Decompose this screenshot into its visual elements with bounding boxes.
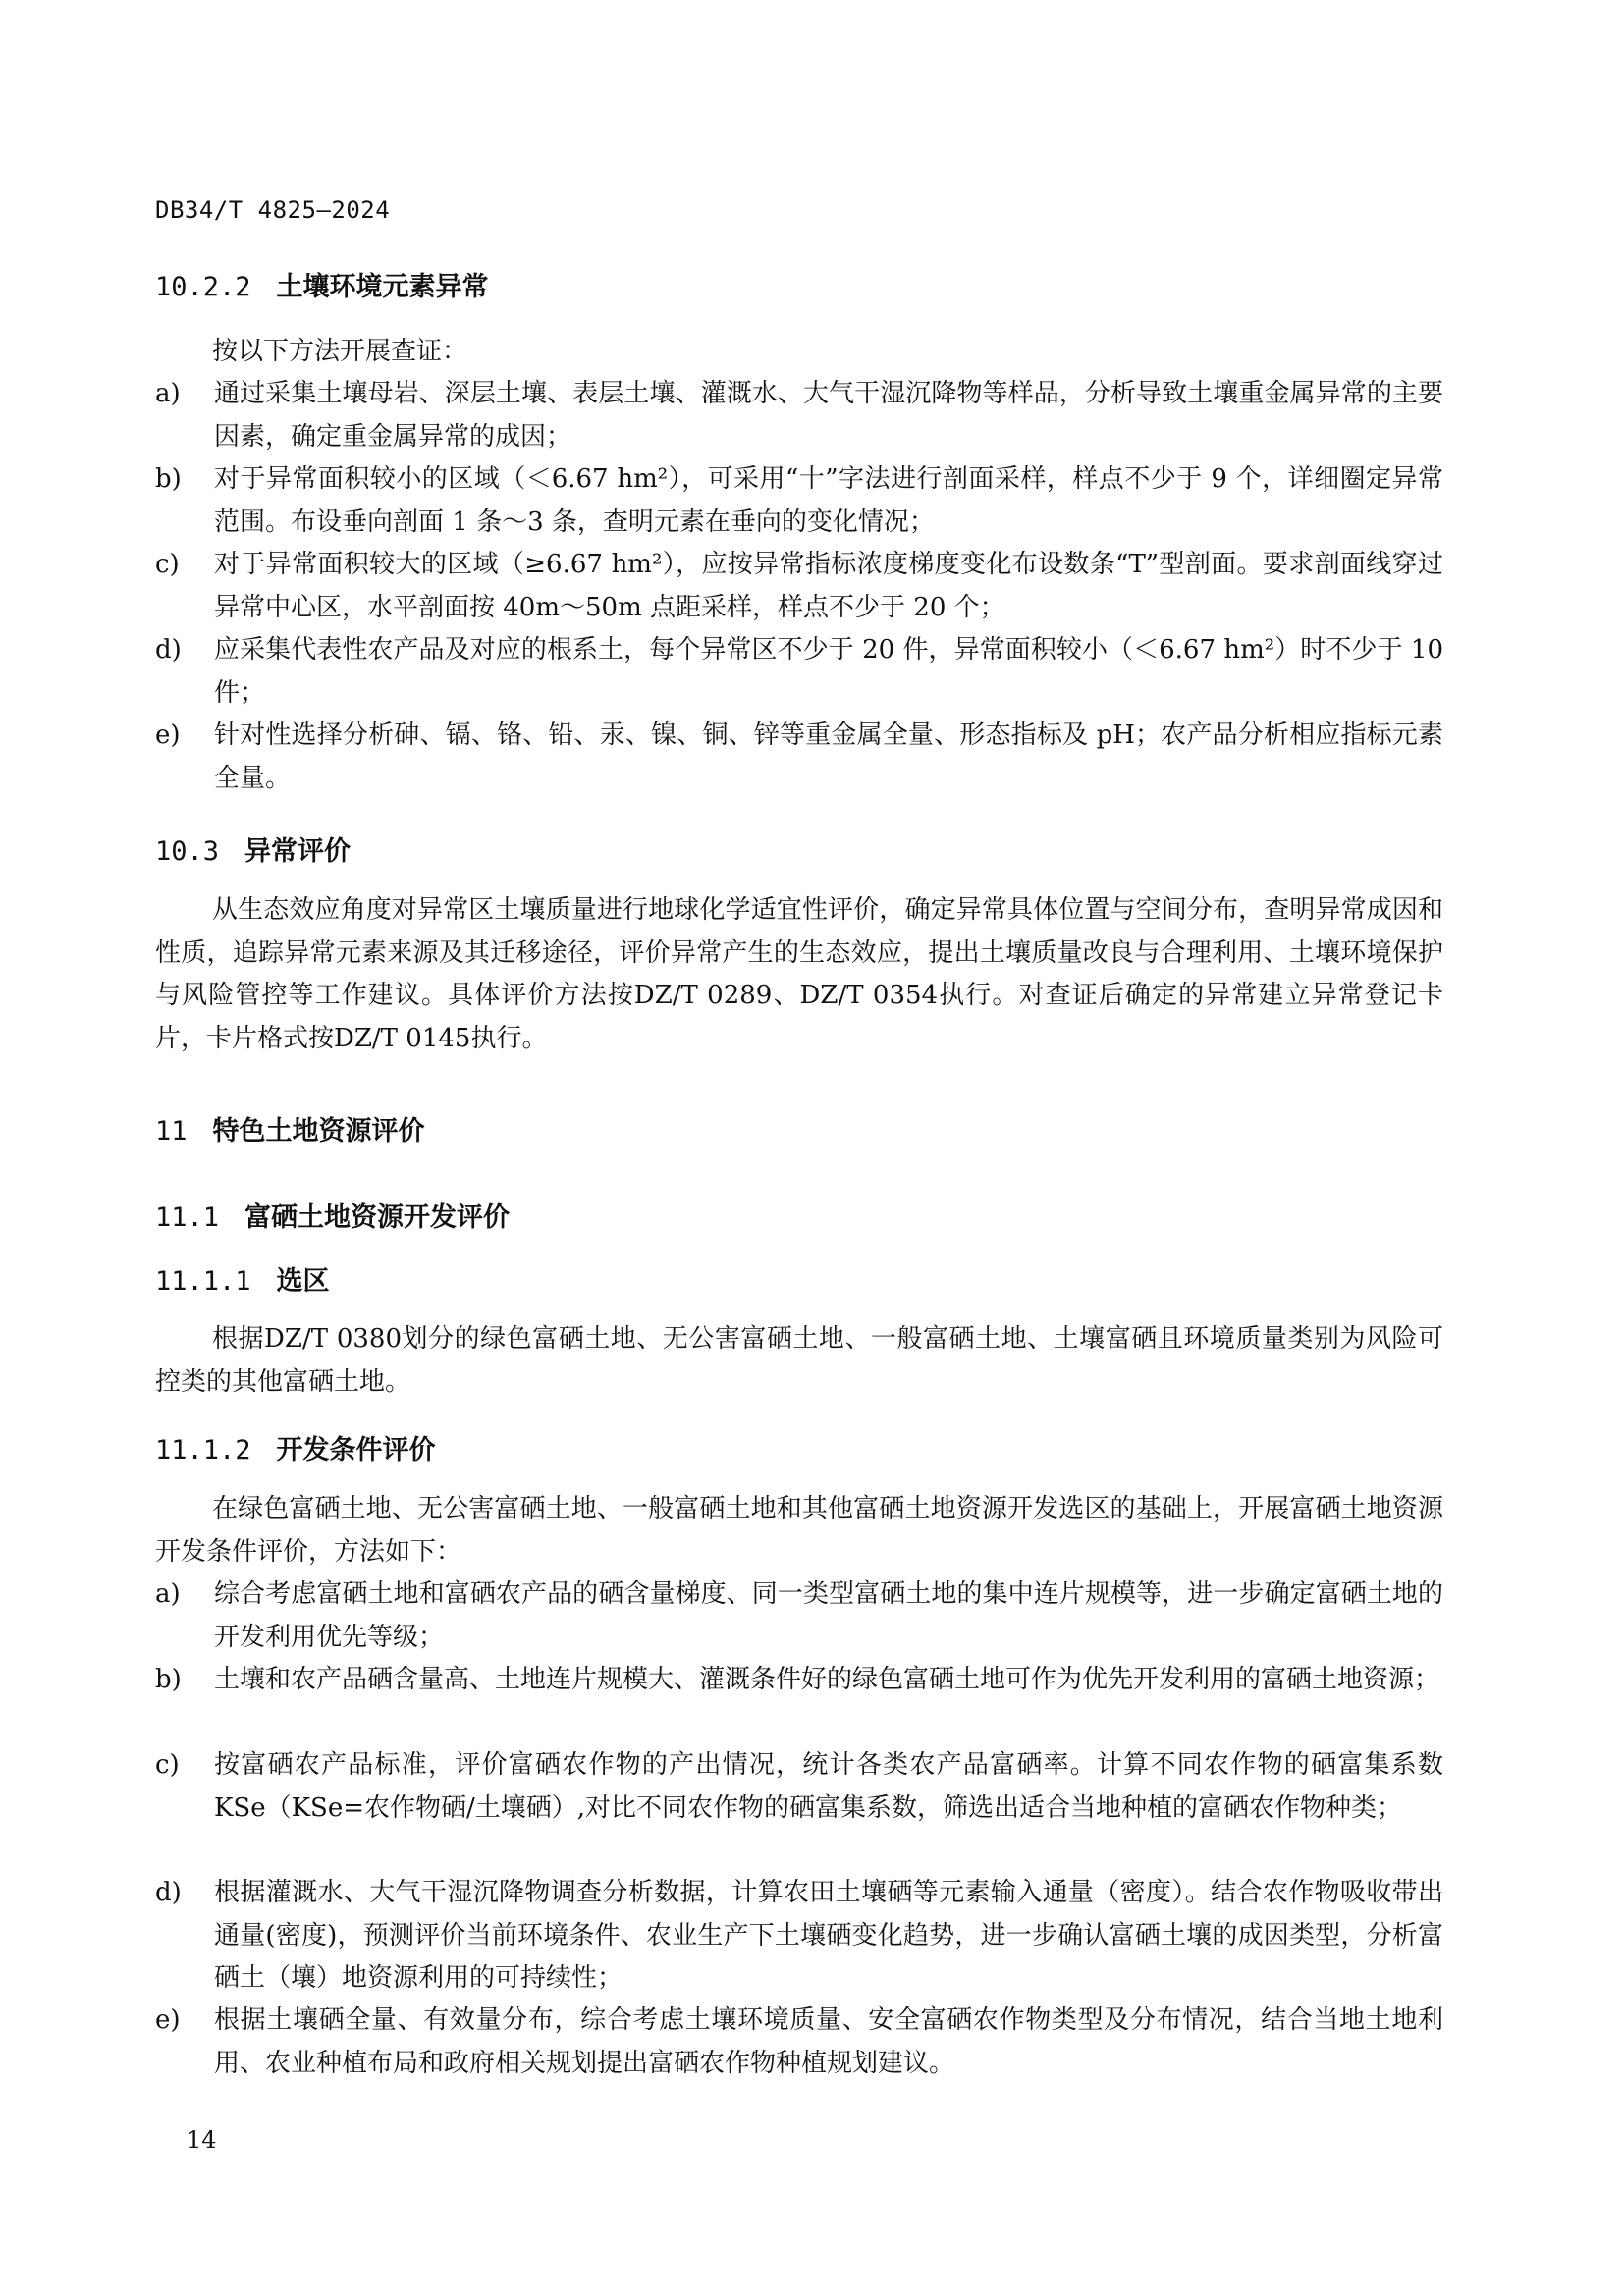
list-marker: b) [155, 464, 182, 494]
list-item [155, 1659, 1443, 1702]
section-title: 特色土地资源评价 [212, 1116, 425, 1147]
paragraph-intro: 在绿色富硒土地、无公害富硒土地、一般富硒土地和其他富硒土地资源开发选区的基础上，开展富硒土地资源开发条件评价，方法如下： [155, 1494, 1443, 1567]
paragraph-intro: 按以下方法开展查证： [212, 337, 468, 366]
list-marker: c) [155, 1750, 180, 1780]
list-item-text: 根据土壤硒全量、有效量分布，综合考虑土壤环境质量、安全富硒农作物类型及分布情况，结合当地土地利用、农业种植布局和政府相关规划提出富硒农作物种植规划建议。 [214, 2005, 1443, 2078]
list-marker: b) [155, 1665, 182, 1694]
list-marker: a) [155, 1579, 181, 1609]
section-number: 11.1.1 [155, 1266, 251, 1297]
list-item-text: 应采集代表性农产品及对应的根系土，每个异常区不少于 20 件，异常面积较小（＜6.67 hm²）时不少于 10 件； [214, 635, 1443, 708]
list-marker: a) [155, 379, 181, 408]
list-item [155, 373, 1443, 458]
list-item-text: 土壤和农产品硒含量高、土地连片规模大、灌溉条件好的绿色富硒土地可作为优先开发利用的富硒土地资源； [214, 1665, 1440, 1694]
section-number: 11.1.2 [155, 1435, 251, 1466]
list-item-text: 通过采集土壤母岩、深层土壤、表层土壤、灌溉水、大气干湿沉降物等样品，分析导致土壤重金属异常的主要因素，确定重金属异常的成因； [214, 379, 1443, 452]
list-item-text: 根据灌溉水、大气干湿沉降物调查分析数据，计算农田土壤硒等元素输入通量（密度）。结合农作物吸收带出通量(密度)，预测评价当前环境条件、农业生产下土壤硒变化趋势，进一步确认富硒土壤的成因类型，分析富硒土（壤）地资源利用的可持续性； [214, 1878, 1443, 1993]
section-heading-11-1 [155, 1196, 510, 1234]
list-item-text: 对于异常面积较大的区域（≥6.67 hm²），应按异常指标浓度梯度变化布设数条“T”型剖面。要求剖面线穿过异常中心区，水平剖面按 40m～50m 点距采样，样点不少于 20 个； [214, 550, 1443, 622]
list-item [155, 715, 1443, 800]
paragraph-anomaly-evaluation: 从生态效应角度对异常区土壤质量进行地球化学适宜性评价，确定异常具体位置与空间分布，查明异常成因和性质，追踪异常元素来源及其迁移途径，评价异常产生的生态效应，提出土壤质量改良与合理利用、土壤环境保护与风险管控等工作建议。具体评价方法按DZ/T 0289、DZ/T 0354执行。对查证后确定的异常建立异常登记卡片，卡片格式按DZ/T 0145执行。 [155, 895, 1443, 1053]
list-item-text: 对于异常面积较小的区域（＜6.67 hm²），可采用“十”字法进行剖面采样，样点不少于 9 个，详细圈定异常范围。布设垂向剖面 1 条～3 条，查明元素在垂向的变化情况； [214, 464, 1443, 537]
list-item [155, 1744, 1443, 1830]
section-heading-10-3 [155, 829, 351, 868]
list-item [155, 544, 1443, 629]
list-item [155, 1872, 1443, 2001]
paragraph-selection: 根据DZ/T 0380划分的绿色富硒土地、无公害富硒土地、一般富硒土地、土壤富硒且环境质量类别为风险可控类的其他富硒土地。 [155, 1324, 1443, 1397]
list-marker: c) [155, 550, 180, 579]
list-marker: d) [155, 635, 182, 665]
list-marker: e) [155, 721, 181, 750]
list-item-text: 针对性选择分析砷、镉、铬、铅、汞、镍、铜、锌等重金属全量、形态指标及 pH；农产品分析相应指标元素全量。 [214, 721, 1443, 793]
section-heading-10-2-2 [155, 265, 489, 303]
section-title: 异常评价 [244, 836, 352, 867]
section-title: 选区 [276, 1266, 330, 1297]
list-item-text: 综合考虑富硒土地和富硒农产品的硒含量梯度、同一类型富硒土地的集中连片规模等，进一步确定富硒土地的开发利用优先等级； [214, 1579, 1443, 1652]
list-marker: d) [155, 1878, 182, 1907]
section-title: 开发条件评价 [276, 1435, 436, 1466]
list-item [155, 1574, 1443, 1659]
section-number: 10.3 [155, 836, 220, 867]
document-code: DB34/T 4825—2024 [155, 196, 391, 224]
section-heading-11-1-1 [155, 1259, 330, 1298]
section-number: 10.2.2 [155, 272, 251, 302]
list-item-text: 按富硒农产品标准，评价富硒农作物的产出情况，统计各类农产品富硒率。计算不同农作物的硒富集系数 KSe（KSe=农作物硒/土壤硒）,对比不同农作物的硒富集系数，筛选出适合当地种植的富硒农作物种类； [214, 1750, 1443, 1823]
page-number: 14 [187, 2126, 217, 2154]
section-heading-11-1-2 [155, 1428, 436, 1467]
section-number: 11 [155, 1116, 188, 1147]
section-title: 富硒土地资源开发评价 [244, 1202, 511, 1233]
section-title: 土壤环境元素异常 [276, 272, 489, 302]
section-heading-11 [155, 1109, 425, 1148]
list-item [155, 629, 1443, 715]
list-item [155, 2000, 1443, 2085]
list-item [155, 458, 1443, 544]
list-marker: e) [155, 2005, 181, 2035]
section-number: 11.1 [155, 1202, 220, 1233]
